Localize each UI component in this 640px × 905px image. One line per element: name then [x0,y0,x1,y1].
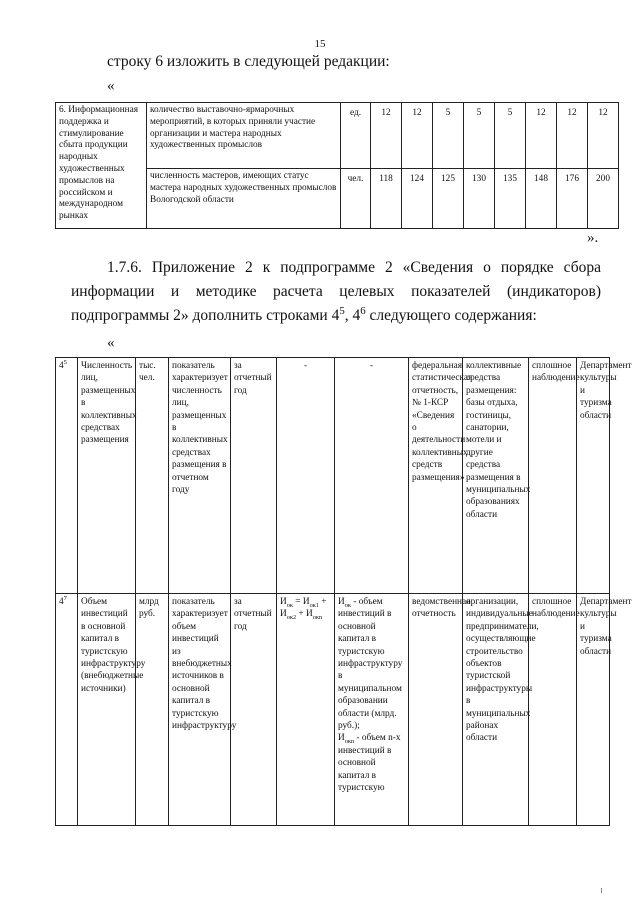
superscript: 5 [339,304,345,317]
method-cell: сплошное наблюдение [529,358,577,594]
vars-cell: - [335,358,409,594]
indicator-name: 6. Информационная поддержка и стимулирование сбыта продукции народных художественных промыслов на российском и международном рынках [56,103,147,229]
value-cell: 12 [371,103,402,169]
definition-cell: показатель характеризует объем инвестиций из внебюджетных источников в основной капитал в туристскую инфраструктуру [169,594,231,826]
value-cell: 176 [557,169,588,229]
definition-cell: показатель характеризует численность лиц, размещенных в коллективных средствах размещения в отчетном году [169,358,231,594]
unit-cell: тыс. чел. [136,358,169,594]
indicator-description: количество выставочно-ярмарочных мероприятий, в которых приняли участие организации и мастера народных художественных промыслов [147,103,341,169]
unit-cell: млрд руб. [136,594,169,826]
scan-mark [601,888,602,893]
paragraph-text: следующего содержания: [365,307,537,324]
period-cell: за отчетный год [231,358,277,594]
formula-cell: - [277,358,335,594]
row-number: $4^5$ [56,358,78,594]
value-cell: 5 [464,103,495,169]
responsible-cell: Департамент культуры и туризма области [577,358,610,594]
value-cell: 12 [526,103,557,169]
indicator-name: Численность лиц, размещенных в коллективных средствах размещения [78,358,136,594]
paragraph-text: , 4 [344,307,361,324]
value-cell: 5 [433,103,464,169]
value-cell: 200 [588,169,619,229]
method-table [55,357,632,826]
vars-cell: $И_{ок}$ - объем инвестиций в основной капитал в туристскую инфраструктуру в муниципальном образовании области (млрд. руб.); $И_{окn}$ - объем n-х инвестиций в основной капитал в туристскую [335,594,409,826]
value-cell: 130 [464,169,495,229]
indicator-table [55,102,619,229]
value-cell: 125 [433,169,464,229]
value-cell: 5 [495,103,526,169]
value-cell: 12 [557,103,588,169]
page-number: 15 [314,38,326,50]
method-cell: сплошное наблюдение [529,594,577,826]
object-cell: коллективные средства размещения: базы отдыха, гостиницы, санатории, мотели и другие средства размещения в муниципальных образованиях области [463,358,529,594]
unit-cell: ед. [341,103,371,169]
close-quote: ». [587,230,599,246]
responsible-cell: Департамент культуры и туризма области [577,594,610,826]
table-row [56,594,610,826]
section-paragraph [71,256,601,328]
value-cell: 124 [402,169,433,229]
value-cell: 118 [371,169,402,229]
superscript: 6 [360,304,366,317]
indicator-description: численность мастеров, имеющих статус мастера народных художественных промыслов Вологодской области [147,169,341,229]
value-cell: 12 [402,103,433,169]
value-cell: 135 [495,169,526,229]
open-quote: « [107,78,115,94]
formula-cell: $И_{ок} = И_{ок1} + И_{ок2} + И_{окn}$ [277,594,335,826]
table-row [56,358,610,594]
intro-line: строку 6 изложить в следующей редакции: [107,53,390,70]
object-cell: организации, индивидуальные предприниматели, осуществляющие строительство объектов туристской инфраструктуры в муниципальных районах области [463,594,529,826]
open-quote: « [107,335,115,351]
table-row [56,103,619,169]
value-cell: 12 [588,103,619,169]
row-number: $4^7$ [56,594,78,826]
source-cell: ведомственная отчетность [409,594,463,826]
value-cell: 148 [526,169,557,229]
unit-cell: чел. [341,169,371,229]
paragraph-text: 1.7.6. Приложение 2 к подпрограмме 2 «Сведения о порядке сбора информации и методике расчета целевых показателей (индикаторов) подпрограммы 2» дополнить строками 4 [71,259,601,324]
period-cell: за отчетный год [231,594,277,826]
source-cell: федеральная статистическая отчетность, № 1-КСР «Сведения о деятельности коллективных средств размещения» [409,358,463,594]
indicator-name: Объем инвестиций в основной капитал в туристскую инфраструктуру (внебюджетные источники) [78,594,136,826]
